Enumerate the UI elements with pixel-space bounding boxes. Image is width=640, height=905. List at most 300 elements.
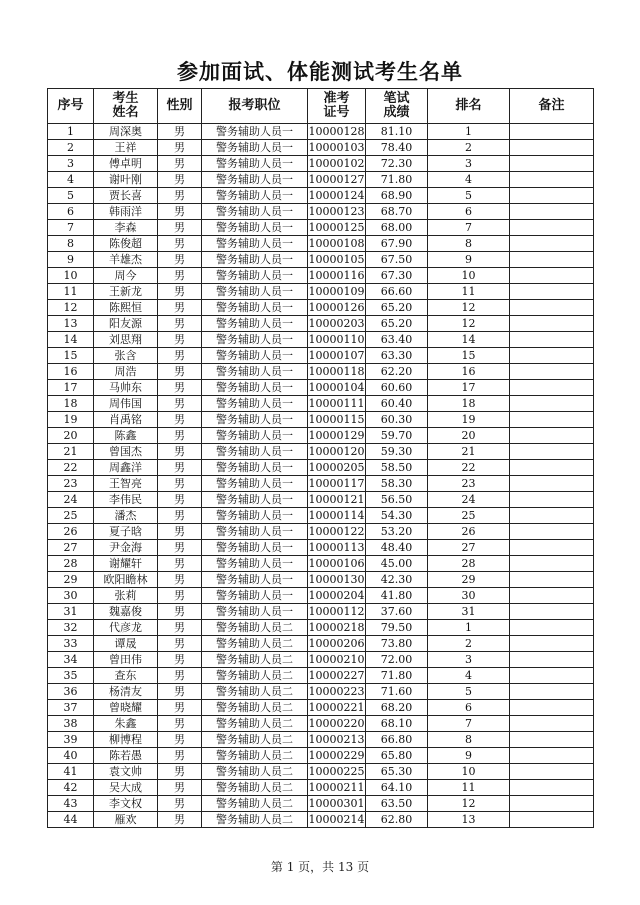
cell-name: 尹金海	[94, 540, 158, 556]
cell-remark	[510, 780, 594, 796]
cell-seq: 5	[48, 188, 94, 204]
table-row	[48, 188, 594, 204]
cell-score: 68.00	[366, 220, 428, 236]
cell-score: 59.70	[366, 428, 428, 444]
cell-ticket: 10000122	[308, 525, 365, 538]
cell-gender: 男	[158, 748, 202, 764]
cell-remark	[510, 268, 594, 284]
header-score	[366, 89, 428, 124]
cell-name: 周鑫洋	[94, 460, 158, 476]
cell-gender: 男	[158, 764, 202, 780]
cell-gender: 男	[158, 364, 202, 380]
cell-ticket: 10000210	[308, 653, 365, 666]
cell-name: 傅卓明	[94, 156, 158, 172]
cell-name: 周今	[94, 268, 158, 284]
cell-position: 警务辅助人员一	[202, 444, 308, 460]
cell-remark	[510, 380, 594, 396]
cell-ticket: 10000126	[308, 301, 365, 314]
cell-gender: 男	[158, 348, 202, 364]
cell-position: 警务辅助人员一	[202, 540, 308, 556]
table-row	[48, 156, 594, 172]
cell-remark	[510, 508, 594, 524]
cell-rank: 2	[428, 636, 510, 652]
cell-seq: 44	[48, 812, 94, 828]
cell-score: 71.80	[366, 172, 428, 188]
table-body	[48, 124, 594, 828]
cell-remark	[510, 236, 594, 252]
cell-position: 警务辅助人员二	[202, 684, 308, 700]
cell-seq: 41	[48, 764, 94, 780]
cell-rank: 9	[428, 252, 510, 268]
table-row	[48, 220, 594, 236]
cell-name: 王智亮	[94, 476, 158, 492]
cell-remark	[510, 748, 594, 764]
cell-name: 马帅东	[94, 380, 158, 396]
cell-score: 67.30	[366, 268, 428, 284]
header-seq: 序号	[48, 89, 94, 124]
cell-remark	[510, 364, 594, 380]
cell-seq: 25	[48, 508, 94, 524]
cell-gender: 男	[158, 332, 202, 348]
cell-seq: 40	[48, 748, 94, 764]
cell-seq: 3	[48, 156, 94, 172]
cell-score: 58.50	[366, 460, 428, 476]
cell-position: 警务辅助人员一	[202, 412, 308, 428]
cell-rank: 7	[428, 716, 510, 732]
cell-gender: 男	[158, 396, 202, 412]
table-row	[48, 300, 594, 316]
cell-remark	[510, 668, 594, 684]
cell-seq: 20	[48, 428, 94, 444]
cell-ticket: 10000103	[308, 141, 365, 154]
cell-seq: 24	[48, 492, 94, 508]
cell-score: 63.50	[366, 796, 428, 812]
cell-remark	[510, 140, 594, 156]
cell-rank: 20	[428, 428, 510, 444]
cell-rank: 1	[428, 124, 510, 140]
cell-name: 谭晟	[94, 636, 158, 652]
cell-gender: 男	[158, 668, 202, 684]
cell-gender: 男	[158, 140, 202, 156]
table-row	[48, 396, 594, 412]
cell-score: 48.40	[366, 540, 428, 556]
table-row	[48, 284, 594, 300]
cell-position: 警务辅助人员二	[202, 700, 308, 716]
table-row	[48, 364, 594, 380]
cell-seq: 15	[48, 348, 94, 364]
cell-score: 72.00	[366, 652, 428, 668]
cell-position: 警务辅助人员一	[202, 380, 308, 396]
cell-seq: 26	[48, 524, 94, 540]
cell-remark	[510, 732, 594, 748]
cell-score: 62.80	[366, 812, 428, 828]
cell-rank: 3	[428, 156, 510, 172]
cell-score: 41.80	[366, 588, 428, 604]
cell-score: 68.90	[366, 188, 428, 204]
cell-position: 警务辅助人员一	[202, 604, 308, 620]
cell-ticket: 10000110	[308, 333, 365, 346]
cell-seq: 17	[48, 380, 94, 396]
cell-remark	[510, 188, 594, 204]
cell-gender: 男	[158, 636, 202, 652]
cell-ticket: 10000130	[308, 573, 365, 586]
cell-name: 陈鑫	[94, 428, 158, 444]
cell-name: 谢耀轩	[94, 556, 158, 572]
table-row	[48, 316, 594, 332]
cell-position: 警务辅助人员一	[202, 252, 308, 268]
page-footer: 第 1 页，共 13 页	[270, 860, 370, 874]
cell-seq: 23	[48, 476, 94, 492]
cell-gender: 男	[158, 428, 202, 444]
table-row	[48, 556, 594, 572]
cell-name: 潘杰	[94, 508, 158, 524]
cell-rank: 4	[428, 668, 510, 684]
cell-position: 警务辅助人员一	[202, 508, 308, 524]
cell-remark	[510, 284, 594, 300]
cell-position: 警务辅助人员一	[202, 588, 308, 604]
cell-position: 警务辅助人员一	[202, 124, 308, 140]
cell-remark	[510, 300, 594, 316]
cell-seq: 21	[48, 444, 94, 460]
cell-remark	[510, 524, 594, 540]
cell-position: 警务辅助人员一	[202, 396, 308, 412]
cell-gender: 男	[158, 300, 202, 316]
cell-gender: 男	[158, 172, 202, 188]
cell-name: 阳友源	[94, 316, 158, 332]
cell-rank: 14	[428, 332, 510, 348]
cell-seq: 18	[48, 396, 94, 412]
candidate-table	[47, 88, 594, 828]
cell-rank: 13	[428, 812, 510, 828]
cell-ticket: 10000203	[308, 317, 365, 330]
cell-ticket: 10000106	[308, 557, 365, 570]
cell-remark	[510, 172, 594, 188]
cell-name: 查东	[94, 668, 158, 684]
cell-ticket: 10000111	[308, 397, 365, 410]
cell-ticket: 10000105	[308, 253, 365, 266]
cell-ticket: 10000205	[308, 461, 365, 474]
cell-gender: 男	[158, 524, 202, 540]
cell-seq: 6	[48, 204, 94, 220]
cell-seq: 10	[48, 268, 94, 284]
cell-position: 警务辅助人员一	[202, 332, 308, 348]
cell-rank: 8	[428, 732, 510, 748]
table-row	[48, 476, 594, 492]
cell-name: 谢叶刚	[94, 172, 158, 188]
cell-remark	[510, 572, 594, 588]
cell-seq: 39	[48, 732, 94, 748]
table-row	[48, 764, 594, 780]
cell-remark	[510, 444, 594, 460]
cell-seq: 30	[48, 588, 94, 604]
cell-seq: 27	[48, 540, 94, 556]
cell-rank: 3	[428, 652, 510, 668]
cell-score: 71.60	[366, 684, 428, 700]
cell-position: 警务辅助人员一	[202, 220, 308, 236]
cell-position: 警务辅助人员一	[202, 236, 308, 252]
table-row	[48, 252, 594, 268]
cell-remark	[510, 316, 594, 332]
cell-name: 周浩	[94, 364, 158, 380]
cell-remark	[510, 124, 594, 140]
cell-ticket: 10000104	[308, 381, 365, 394]
cell-score: 66.60	[366, 284, 428, 300]
header-score-line2: 成绩	[383, 105, 410, 120]
cell-name: 张莉	[94, 588, 158, 604]
cell-rank: 29	[428, 572, 510, 588]
cell-seq: 14	[48, 332, 94, 348]
cell-name: 刘思翔	[94, 332, 158, 348]
cell-position: 警务辅助人员一	[202, 492, 308, 508]
cell-score: 53.20	[366, 524, 428, 540]
table-row	[48, 796, 594, 812]
cell-name: 曾国杰	[94, 444, 158, 460]
table-row	[48, 572, 594, 588]
cell-position: 警务辅助人员一	[202, 204, 308, 220]
cell-remark	[510, 604, 594, 620]
cell-ticket: 10000124	[308, 189, 365, 202]
cell-remark	[510, 796, 594, 812]
cell-gender: 男	[158, 556, 202, 572]
cell-rank: 25	[428, 508, 510, 524]
cell-score: 65.20	[366, 300, 428, 316]
cell-remark	[510, 396, 594, 412]
cell-remark	[510, 332, 594, 348]
cell-gender: 男	[158, 204, 202, 220]
cell-seq: 8	[48, 236, 94, 252]
cell-ticket: 10000102	[308, 157, 365, 170]
cell-ticket: 10000109	[308, 285, 365, 298]
cell-ticket: 10000114	[308, 509, 365, 522]
cell-rank: 18	[428, 396, 510, 412]
cell-seq: 29	[48, 572, 94, 588]
cell-score: 67.90	[366, 236, 428, 252]
cell-rank: 12	[428, 796, 510, 812]
cell-remark	[510, 764, 594, 780]
cell-score: 54.30	[366, 508, 428, 524]
cell-ticket: 10000129	[308, 429, 365, 442]
table-row	[48, 348, 594, 364]
cell-position: 警务辅助人员一	[202, 140, 308, 156]
cell-ticket: 10000206	[308, 637, 365, 650]
cell-ticket: 10000107	[308, 349, 365, 362]
cell-position: 警务辅助人员一	[202, 556, 308, 572]
cell-score: 62.20	[366, 364, 428, 380]
table-row	[48, 780, 594, 796]
table-row	[48, 172, 594, 188]
cell-name: 夏子晗	[94, 524, 158, 540]
cell-gender: 男	[158, 588, 202, 604]
cell-seq: 4	[48, 172, 94, 188]
cell-remark	[510, 428, 594, 444]
table-row	[48, 124, 594, 140]
cell-gender: 男	[158, 412, 202, 428]
cell-score: 68.70	[366, 204, 428, 220]
cell-ticket: 10000117	[308, 477, 365, 490]
cell-remark	[510, 220, 594, 236]
cell-name: 张含	[94, 348, 158, 364]
header-name-line1: 考生	[112, 91, 139, 106]
cell-ticket: 10000128	[308, 125, 365, 138]
cell-seq: 35	[48, 668, 94, 684]
cell-position: 警务辅助人员二	[202, 732, 308, 748]
cell-ticket: 10000229	[308, 749, 365, 762]
cell-gender: 男	[158, 620, 202, 636]
cell-ticket: 10000121	[308, 493, 365, 506]
cell-seq: 9	[48, 252, 94, 268]
cell-remark	[510, 156, 594, 172]
table-row	[48, 380, 594, 396]
cell-rank: 12	[428, 300, 510, 316]
table-row	[48, 668, 594, 684]
cell-remark	[510, 252, 594, 268]
cell-name: 周深奥	[94, 124, 158, 140]
cell-rank: 22	[428, 460, 510, 476]
cell-gender: 男	[158, 652, 202, 668]
cell-rank: 10	[428, 268, 510, 284]
cell-seq: 22	[48, 460, 94, 476]
cell-position: 警务辅助人员二	[202, 636, 308, 652]
header-name	[94, 89, 158, 124]
cell-position: 警务辅助人员一	[202, 460, 308, 476]
cell-name: 陈俊超	[94, 236, 158, 252]
cell-score: 65.30	[366, 764, 428, 780]
cell-seq: 42	[48, 780, 94, 796]
cell-gender: 男	[158, 492, 202, 508]
cell-position: 警务辅助人员一	[202, 364, 308, 380]
cell-position: 警务辅助人员一	[202, 316, 308, 332]
cell-ticket: 10000120	[308, 445, 365, 458]
cell-name: 朱鑫	[94, 716, 158, 732]
cell-rank: 30	[428, 588, 510, 604]
cell-name: 曾田伟	[94, 652, 158, 668]
cell-position: 警务辅助人员一	[202, 268, 308, 284]
cell-gender: 男	[158, 796, 202, 812]
cell-ticket: 10000118	[308, 365, 365, 378]
cell-score: 78.40	[366, 140, 428, 156]
cell-position: 警务辅助人员一	[202, 188, 308, 204]
cell-remark	[510, 204, 594, 220]
cell-remark	[510, 700, 594, 716]
cell-name: 雁欢	[94, 812, 158, 828]
table-row	[48, 684, 594, 700]
cell-ticket: 10000301	[308, 797, 365, 810]
cell-gender: 男	[158, 156, 202, 172]
header-gender: 性别	[158, 89, 202, 124]
cell-remark	[510, 540, 594, 556]
cell-gender: 男	[158, 124, 202, 140]
cell-score: 60.60	[366, 380, 428, 396]
cell-gender: 男	[158, 252, 202, 268]
cell-rank: 16	[428, 364, 510, 380]
cell-rank: 15	[428, 348, 510, 364]
cell-seq: 1	[48, 124, 94, 140]
cell-rank: 28	[428, 556, 510, 572]
table-row	[48, 508, 594, 524]
cell-rank: 10	[428, 764, 510, 780]
cell-ticket: 10000204	[308, 589, 365, 602]
cell-rank: 9	[428, 748, 510, 764]
cell-ticket: 10000227	[308, 669, 365, 682]
cell-position: 警务辅助人员二	[202, 716, 308, 732]
cell-score: 67.50	[366, 252, 428, 268]
cell-seq: 12	[48, 300, 94, 316]
cell-seq: 32	[48, 620, 94, 636]
cell-score: 68.20	[366, 700, 428, 716]
cell-score: 58.30	[366, 476, 428, 492]
cell-remark	[510, 716, 594, 732]
cell-position: 警务辅助人员二	[202, 620, 308, 636]
cell-rank: 5	[428, 684, 510, 700]
table-row	[48, 332, 594, 348]
cell-score: 59.30	[366, 444, 428, 460]
table-row	[48, 636, 594, 652]
cell-score: 71.80	[366, 668, 428, 684]
table-row	[48, 268, 594, 284]
cell-rank: 8	[428, 236, 510, 252]
cell-rank: 11	[428, 284, 510, 300]
cell-position: 警务辅助人员一	[202, 156, 308, 172]
cell-score: 65.20	[366, 316, 428, 332]
header-remark: 备注	[510, 89, 594, 124]
cell-ticket: 10000220	[308, 717, 365, 730]
cell-name: 贾长喜	[94, 188, 158, 204]
cell-position: 警务辅助人员二	[202, 812, 308, 828]
cell-rank: 11	[428, 780, 510, 796]
cell-rank: 1	[428, 620, 510, 636]
cell-remark	[510, 812, 594, 828]
table-row	[48, 748, 594, 764]
cell-remark	[510, 348, 594, 364]
cell-score: 42.30	[366, 572, 428, 588]
cell-name: 吴大成	[94, 780, 158, 796]
cell-gender: 男	[158, 268, 202, 284]
cell-rank: 6	[428, 204, 510, 220]
cell-rank: 27	[428, 540, 510, 556]
header-ticket-line2: 证号	[323, 105, 350, 120]
cell-gender: 男	[158, 540, 202, 556]
cell-rank: 26	[428, 524, 510, 540]
table-row	[48, 428, 594, 444]
cell-name: 陈若愚	[94, 748, 158, 764]
cell-score: 37.60	[366, 604, 428, 620]
cell-gender: 男	[158, 812, 202, 828]
cell-position: 警务辅助人员一	[202, 476, 308, 492]
cell-seq: 33	[48, 636, 94, 652]
table-row	[48, 716, 594, 732]
header-ticket	[308, 89, 366, 124]
cell-remark	[510, 620, 594, 636]
cell-rank: 6	[428, 700, 510, 716]
cell-rank: 24	[428, 492, 510, 508]
cell-seq: 28	[48, 556, 94, 572]
cell-score: 65.80	[366, 748, 428, 764]
table-row	[48, 812, 594, 828]
cell-name: 柳博程	[94, 732, 158, 748]
cell-gender: 男	[158, 220, 202, 236]
cell-name: 杨清友	[94, 684, 158, 700]
cell-ticket: 10000225	[308, 765, 365, 778]
cell-name: 韩雨洋	[94, 204, 158, 220]
cell-score: 81.10	[366, 124, 428, 140]
page-title: 参加面试、体能测试考生名单	[177, 60, 463, 84]
table-row	[48, 412, 594, 428]
cell-gender: 男	[158, 460, 202, 476]
cell-gender: 男	[158, 476, 202, 492]
header-rank: 排名	[428, 89, 510, 124]
cell-seq: 13	[48, 316, 94, 332]
cell-ticket: 10000213	[308, 733, 365, 746]
